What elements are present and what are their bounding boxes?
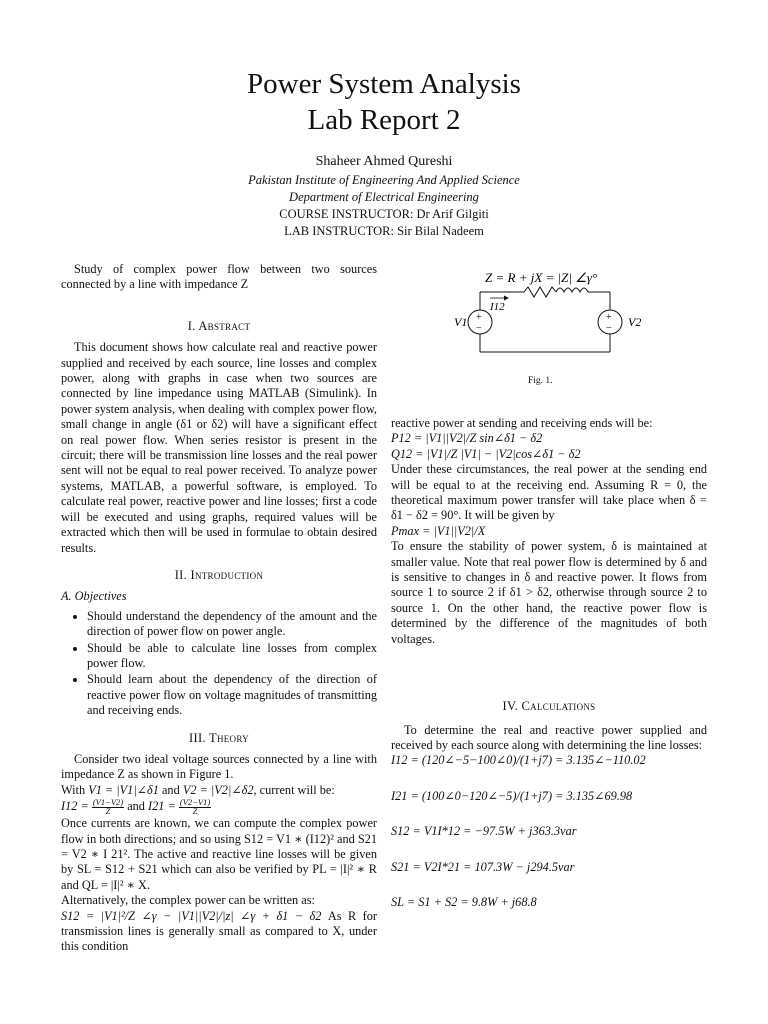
- v1-plus: +: [476, 312, 482, 323]
- inductor-symbol: [556, 288, 588, 292]
- objectives-list: [61, 609, 377, 719]
- course-instructor: COURSE INSTRUCTOR: Dr Arif Gilgiti: [279, 207, 489, 221]
- theory-right-p2: Under these circumstances, the real power at the sending end will be equal to at the receiving end. Assuming R = 0, the theoretical maximum power transfer will take place when δ = δ1 − δ2 = 90°. It will be given by: [391, 462, 707, 523]
- circuit-diagram: [420, 262, 710, 372]
- figure-caption: Fig. 1.: [528, 376, 553, 386]
- title-line-1: Power System Analysis: [247, 68, 521, 100]
- current-arrowhead: [504, 296, 509, 301]
- intro-blurb: Study of complex power flow between two sources connected by a line with impedance Z: [61, 262, 377, 292]
- q12-equation: Q12 = |V1|/Z |V1| − |V2|cos∠δ1 − δ2: [391, 446, 581, 461]
- title-line-2: Lab Report 2: [307, 104, 461, 136]
- v1-def: V1 = |V1|∠δ1: [88, 782, 159, 797]
- impedance-label: Z = R + jX = |Z| ∠γ°: [485, 270, 598, 285]
- pmax-equation: Pmax = |V1||V2|/X: [391, 523, 486, 538]
- v2-plus: +: [606, 312, 612, 323]
- abstract-text: This document shows how calculate real and reactive power supplied and received by each source, line losses and complex power, along with graphs in case when two sources are connected by line impedance using MATLAB (Simulink). In power system analysis, when dealing with complex power flow, small change in angle (δ1 or δ2) will have a significant effect on real power flow. When series resistor is present in the circuit; there will be transmission line losses and the real power sent will not be equal to real power received. To analyze power systems, MATLAB, a powerful software, is employed. To calculate real power, reactive power and line losses; first a code will be executed and using graphs, required values will be extracted which then will be used in formulae to obtain desired results.: [61, 340, 377, 555]
- paper-title: [0, 66, 768, 138]
- objective-item: • Should understand the dependency of the amount and the direction of power flow on power angle.: [87, 609, 377, 640]
- theory-continued: reactive power at sending and receiving ends will be:: [391, 416, 653, 430]
- calc-sl: SL = S1 + S2 = 9.8W + j68.8: [391, 894, 537, 909]
- objective-item: • Should be able to calculate line losses from complex power flow.: [87, 641, 377, 672]
- department: Department of Electrical Engineering: [289, 190, 479, 204]
- current-label: I12: [490, 301, 505, 313]
- i12-fraction: $\frac{(V1-V2)}{Z}$: [92, 797, 124, 817]
- calc-i21: I21 = (100∠0−120∠−5)/(1+j7) = 3.135∠69.98: [391, 788, 633, 803]
- theory-p1: Consider two ideal voltage sources connected by a line with impedance Z as shown in Figure 1.: [61, 751, 377, 782]
- calc-s21: S21 = V2I*21 = 107.3W − j294.5var: [391, 859, 575, 874]
- institute: Pakistan Institute of Engineering And Applied Science: [248, 173, 520, 187]
- theory-p4: Alternatively, the complex power can be written as:: [61, 893, 315, 908]
- p12-equation: P12 = |V1||V2|/Z sin∠δ1 − δ2: [391, 431, 543, 446]
- v2-label: V2: [628, 315, 642, 329]
- calc-s12: S12 = V1I*12 = −97.5W + j363.3var: [391, 824, 577, 839]
- theory-p2: With V1 = |V1|∠δ1 and V2 = |V2|∠δ2, current will be:: [61, 782, 335, 797]
- v2-minus: −: [606, 323, 612, 334]
- author-name: Shaheer Ahmed Qureshi: [315, 154, 453, 169]
- calculations-intro: To determine the real and reactive power supplied and received by each source along with determining the line losses:: [391, 722, 707, 752]
- objectives-subheading: A. Objectives: [61, 589, 127, 604]
- calculations-heading: IV. Calculations: [502, 699, 596, 714]
- calc-i12: I12 = (120∠−5−100∠0)/(1+j7) = 3.135∠−110.02: [391, 753, 646, 768]
- left-column: [61, 262, 377, 955]
- theory-right-p3: To ensure the stability of power system, δ is maintained at smaller value. Note that real power flow is determined by δ and is sensitive to changes in δ and reactive power. It flows from source 1 to source 2 if δ1 > δ2, otherwise through source 2 to source 1. On the other hand, the reactive power flow is determined by the difference of the magnitudes of both voltages.: [391, 539, 707, 646]
- current-equations: $I12 = \frac{(V1-V2)}{Z}$ and $I21 = \frac{(V2-V1)}{Z}$: [61, 797, 211, 817]
- introduction-heading: II. Introduction: [174, 567, 264, 582]
- i21-fraction: $\frac{(V2-V1)}{Z}$: [179, 797, 211, 817]
- theory-s12: S12 = |V1|²/Z ∠γ − |V1||V2|/|z| ∠γ + δ1 − δ2 As R for transmission lines is generally small as compared to X, under this condition: [61, 908, 378, 954]
- theory-heading: III. Theory: [189, 730, 249, 745]
- circuit-figure: [420, 262, 710, 392]
- author-block: [0, 152, 768, 240]
- objective-item: • Should learn about the dependency of the direction of reactive power flow on voltage magnitudes of transmitting and receiving ends.: [87, 672, 377, 718]
- resistor-symbol: [524, 287, 556, 297]
- v1-label: V1: [454, 315, 468, 329]
- theory-p3: Once currents are known, we can compute the complex power flow in both directions; and so using S12 = V1 ∗ (I12)² and S21 = V2 ∗ I 21². The active and reactive line losses will be given by SL = S12 + S21 which can also be verified by PL = |I|² ∗ R and QL = |I|² ∗ X.: [61, 816, 377, 892]
- right-column: [391, 416, 707, 930]
- abstract-heading: I. Abstract: [187, 318, 251, 333]
- v2-def: V2 = |V2|∠δ2: [182, 782, 254, 797]
- lab-instructor: LAB INSTRUCTOR: Sir Bilal Nadeem: [284, 224, 484, 238]
- v1-minus: −: [476, 323, 482, 334]
